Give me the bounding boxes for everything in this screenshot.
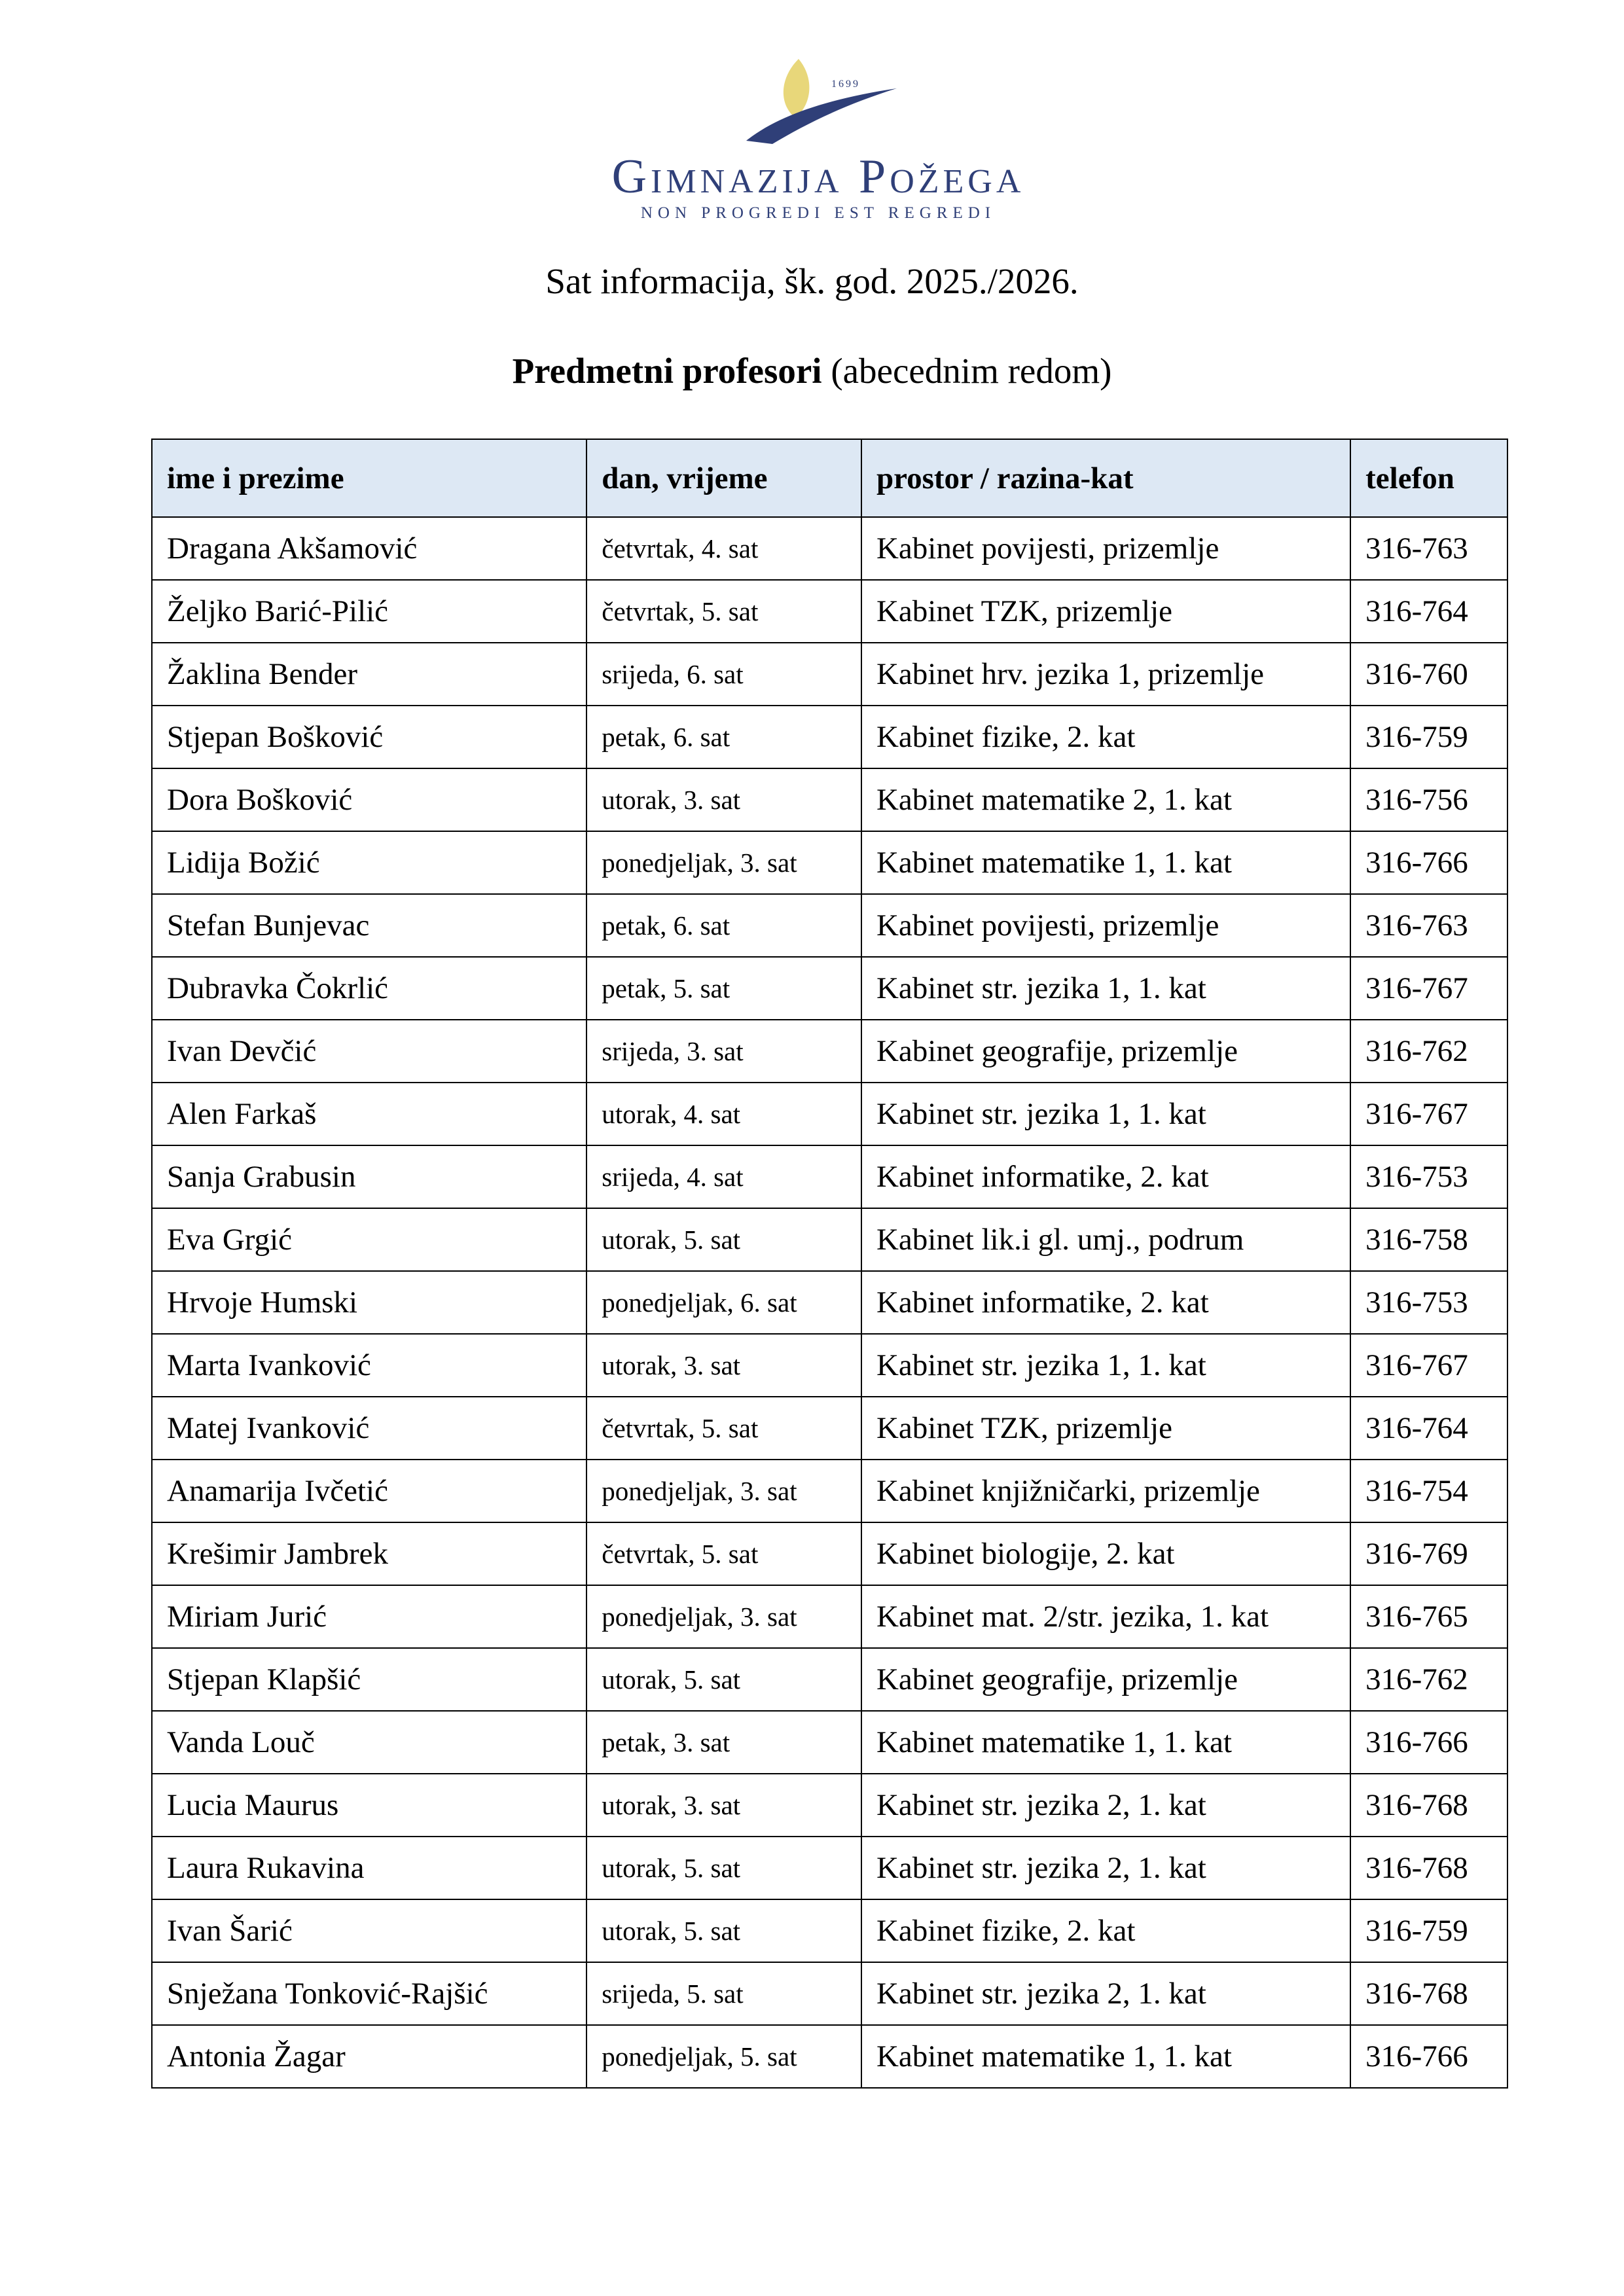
- cell-name: Vanda Louč: [152, 1711, 586, 1774]
- cell-phone: 316-762: [1350, 1648, 1507, 1711]
- cell-day-time: srijeda, 5. sat: [586, 1962, 861, 2025]
- cell-phone: 316-764: [1350, 1397, 1507, 1460]
- document-title: Sat informacija, šk. god. 2025./2026.: [545, 261, 1079, 301]
- professors-table: [151, 439, 1508, 2089]
- cell-name: Sanja Grabusin: [152, 1145, 586, 1208]
- cell-name: Snježana Tonković-Rajšić: [152, 1962, 586, 2025]
- cell-name: Žaklina Bender: [152, 643, 586, 706]
- cell-phone: 316-753: [1350, 1271, 1507, 1334]
- cell-name: Stefan Bunjevac: [152, 894, 586, 957]
- cell-day-time: utorak, 5. sat: [586, 1837, 861, 1899]
- cell-day-time: utorak, 3. sat: [586, 768, 861, 831]
- header-day-time: dan, vrijeme: [586, 439, 861, 517]
- document-subtitle: [0, 350, 1624, 391]
- cell-location: Kabinet str. jezika 1, 1. kat: [861, 1334, 1350, 1397]
- cell-phone: 316-769: [1350, 1522, 1507, 1585]
- table-row: [152, 1774, 1507, 1837]
- cell-name: Alen Farkaš: [152, 1083, 586, 1145]
- cell-name: Stjepan Bošković: [152, 706, 586, 768]
- cell-day-time: petak, 3. sat: [586, 1711, 861, 1774]
- cell-day-time: srijeda, 6. sat: [586, 643, 861, 706]
- cell-name: Laura Rukavina: [152, 1837, 586, 1899]
- flame-emblem-icon: [733, 52, 903, 151]
- cell-location: Kabinet informatike, 2. kat: [861, 1145, 1350, 1208]
- cell-day-time: četvrtak, 5. sat: [586, 1522, 861, 1585]
- header-name: ime i prezime: [152, 439, 586, 517]
- cell-location: Kabinet matematike 2, 1. kat: [861, 768, 1350, 831]
- header-phone: telefon: [1350, 439, 1507, 517]
- cell-location: Kabinet povijesti, prizemlje: [861, 894, 1350, 957]
- cell-phone: 316-756: [1350, 768, 1507, 831]
- cell-name: Ivan Šarić: [152, 1899, 586, 1962]
- cell-location: Kabinet povijesti, prizemlje: [861, 517, 1350, 580]
- cell-name: Dubravka Čokrlić: [152, 957, 586, 1020]
- cell-phone: 316-766: [1350, 2025, 1507, 2088]
- cell-name: Anamarija Ivčetić: [152, 1460, 586, 1522]
- table-row: [152, 643, 1507, 706]
- cell-day-time: utorak, 5. sat: [586, 1208, 861, 1271]
- cell-location: Kabinet hrv. jezika 1, prizemlje: [861, 643, 1350, 706]
- cell-phone: 316-759: [1350, 706, 1507, 768]
- cell-name: Dora Bošković: [152, 768, 586, 831]
- cell-day-time: srijeda, 4. sat: [586, 1145, 861, 1208]
- cell-phone: 316-768: [1350, 1774, 1507, 1837]
- table-row: [152, 1837, 1507, 1899]
- cell-day-time: ponedjeljak, 3. sat: [586, 1585, 861, 1648]
- table-row: [152, 1899, 1507, 1962]
- cell-name: Eva Grgić: [152, 1208, 586, 1271]
- cell-day-time: utorak, 5. sat: [586, 1648, 861, 1711]
- cell-phone: 316-766: [1350, 1711, 1507, 1774]
- header-location: prostor / razina-kat: [861, 439, 1350, 517]
- cell-phone: 316-767: [1350, 957, 1507, 1020]
- cell-phone: 316-759: [1350, 1899, 1507, 1962]
- cell-day-time: petak, 6. sat: [586, 706, 861, 768]
- cell-name: Marta Ivanković: [152, 1334, 586, 1397]
- subtitle-bold: Predmetni profesori: [512, 351, 822, 391]
- school-logo: [569, 52, 1067, 229]
- logo-year: 1699: [831, 79, 860, 90]
- cell-phone: 316-762: [1350, 1020, 1507, 1083]
- cell-day-time: ponedjeljak, 6. sat: [586, 1271, 861, 1334]
- cell-location: Kabinet geografije, prizemlje: [861, 1648, 1350, 1711]
- cell-location: Kabinet biologije, 2. kat: [861, 1522, 1350, 1585]
- cell-location: Kabinet mat. 2/str. jezika, 1. kat: [861, 1585, 1350, 1648]
- cell-phone: 316-768: [1350, 1962, 1507, 2025]
- cell-name: Matej Ivanković: [152, 1397, 586, 1460]
- cell-phone: 316-754: [1350, 1460, 1507, 1522]
- table-row: [152, 1271, 1507, 1334]
- table-row: [152, 1145, 1507, 1208]
- cell-location: Kabinet fizike, 2. kat: [861, 706, 1350, 768]
- cell-phone: 316-758: [1350, 1208, 1507, 1271]
- subtitle-normal: (abecednim redom): [831, 351, 1112, 391]
- cell-location: Kabinet knjižničarki, prizemlje: [861, 1460, 1350, 1522]
- table-row: [152, 768, 1507, 831]
- table-row: [152, 1083, 1507, 1145]
- logo-school-name: Gimnazija Požega: [611, 150, 1025, 204]
- cell-location: Kabinet matematike 1, 1. kat: [861, 2025, 1350, 2088]
- cell-location: Kabinet matematike 1, 1. kat: [861, 831, 1350, 894]
- cell-name: Antonia Žagar: [152, 2025, 586, 2088]
- table-row: [152, 1397, 1507, 1460]
- table-row: [152, 1208, 1507, 1271]
- table-row: [152, 580, 1507, 643]
- table-row: [152, 957, 1507, 1020]
- cell-name: Ivan Devčić: [152, 1020, 586, 1083]
- cell-day-time: ponedjeljak, 5. sat: [586, 2025, 861, 2088]
- cell-name: Lidija Božić: [152, 831, 586, 894]
- cell-location: Kabinet str. jezika 1, 1. kat: [861, 957, 1350, 1020]
- cell-phone: 316-766: [1350, 831, 1507, 894]
- cell-location: Kabinet str. jezika 1, 1. kat: [861, 1083, 1350, 1145]
- table-header-row: [152, 439, 1507, 517]
- cell-day-time: utorak, 3. sat: [586, 1334, 861, 1397]
- table-row: [152, 831, 1507, 894]
- cell-phone: 316-763: [1350, 894, 1507, 957]
- cell-location: Kabinet TZK, prizemlje: [861, 1397, 1350, 1460]
- table-row: [152, 1962, 1507, 2025]
- cell-day-time: petak, 6. sat: [586, 894, 861, 957]
- cell-day-time: četvrtak, 5. sat: [586, 1397, 861, 1460]
- cell-name: Stjepan Klapšić: [152, 1648, 586, 1711]
- cell-location: Kabinet str. jezika 2, 1. kat: [861, 1837, 1350, 1899]
- cell-name: Lucia Maurus: [152, 1774, 586, 1837]
- table-row: [152, 1334, 1507, 1397]
- cell-location: Kabinet informatike, 2. kat: [861, 1271, 1350, 1334]
- cell-phone: 316-753: [1350, 1145, 1507, 1208]
- table-row: [152, 1648, 1507, 1711]
- table-row: [152, 2025, 1507, 2088]
- cell-day-time: četvrtak, 5. sat: [586, 580, 861, 643]
- cell-name: Dragana Akšamović: [152, 517, 586, 580]
- table-row: [152, 1522, 1507, 1585]
- cell-location: Kabinet geografije, prizemlje: [861, 1020, 1350, 1083]
- cell-day-time: ponedjeljak, 3. sat: [586, 831, 861, 894]
- cell-phone: 316-760: [1350, 643, 1507, 706]
- cell-name: Hrvoje Humski: [152, 1271, 586, 1334]
- cell-location: Kabinet matematike 1, 1. kat: [861, 1711, 1350, 1774]
- cell-location: Kabinet fizike, 2. kat: [861, 1899, 1350, 1962]
- table-row: [152, 1020, 1507, 1083]
- table-row: [152, 517, 1507, 580]
- cell-location: Kabinet str. jezika 2, 1. kat: [861, 1774, 1350, 1837]
- cell-day-time: utorak, 4. sat: [586, 1083, 861, 1145]
- cell-location: Kabinet TZK, prizemlje: [861, 580, 1350, 643]
- cell-day-time: utorak, 5. sat: [586, 1899, 861, 1962]
- table-row: [152, 1711, 1507, 1774]
- table-row: [152, 1460, 1507, 1522]
- table-row: [152, 706, 1507, 768]
- cell-phone: 316-765: [1350, 1585, 1507, 1648]
- cell-phone: 316-767: [1350, 1083, 1507, 1145]
- cell-location: Kabinet str. jezika 2, 1. kat: [861, 1962, 1350, 2025]
- cell-day-time: ponedjeljak, 3. sat: [586, 1460, 861, 1522]
- table-row: [152, 1585, 1507, 1648]
- table-row: [152, 894, 1507, 957]
- cell-day-time: četvrtak, 4. sat: [586, 517, 861, 580]
- logo-motto: NON PROGREDI EST REGREDI: [640, 204, 996, 222]
- cell-phone: 316-763: [1350, 517, 1507, 580]
- cell-location: Kabinet lik.i gl. umj., podrum: [861, 1208, 1350, 1271]
- cell-phone: 316-764: [1350, 580, 1507, 643]
- cell-name: Krešimir Jambrek: [152, 1522, 586, 1585]
- cell-day-time: petak, 5. sat: [586, 957, 861, 1020]
- cell-name: Željko Barić-Pilić: [152, 580, 586, 643]
- cell-name: Miriam Jurić: [152, 1585, 586, 1648]
- table-body: [152, 517, 1507, 2088]
- cell-phone: 316-767: [1350, 1334, 1507, 1397]
- cell-phone: 316-768: [1350, 1837, 1507, 1899]
- cell-day-time: utorak, 3. sat: [586, 1774, 861, 1837]
- cell-day-time: srijeda, 3. sat: [586, 1020, 861, 1083]
